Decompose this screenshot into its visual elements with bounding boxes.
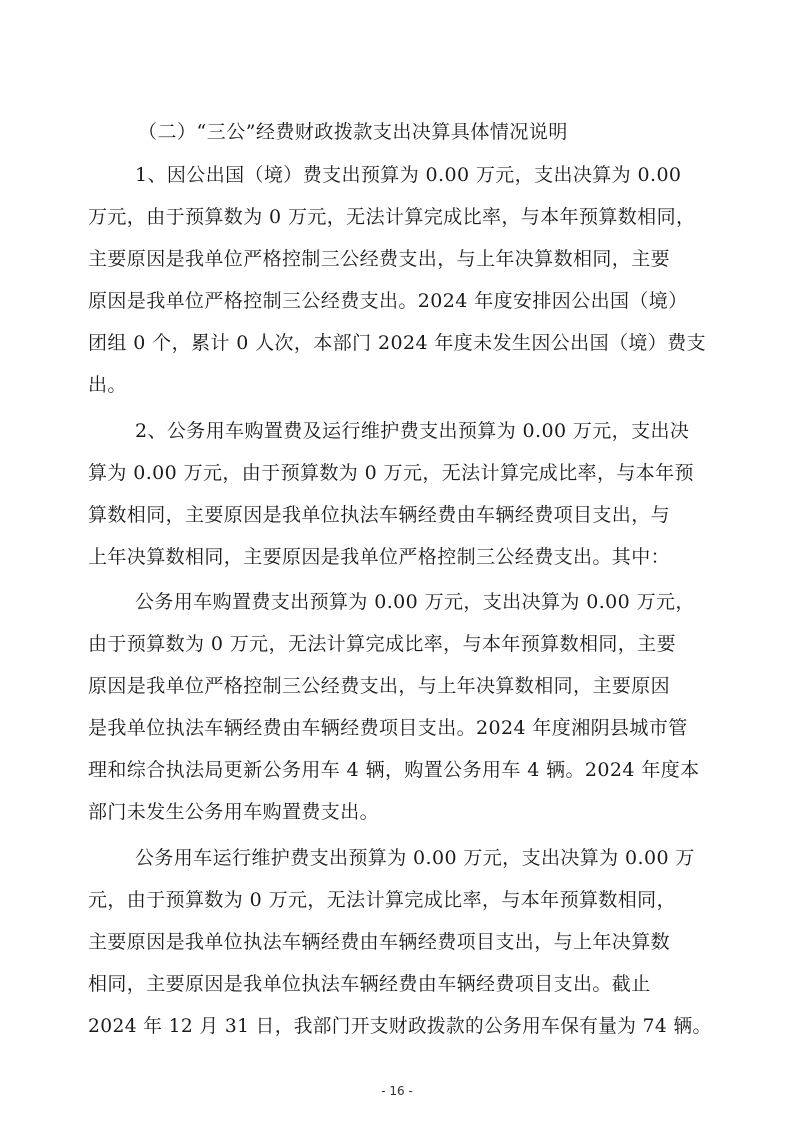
paragraph-4-line-4: 相同，主要原因是我单位执法车辆经费由车辆经费项目支出。截止 [88, 973, 651, 995]
paragraph-4-line-1: 公务用车运行维护费支出预算为 0.00 万元，支出决算为 0.00 万 [135, 847, 695, 869]
paragraph-3-line-1: 公务用车购置费支出预算为 0.00 万元，支出决算为 0.00 万元， [135, 591, 695, 613]
paragraph-2-line-1: 2、公务用车购置费及运行维护费支出预算为 0.00 万元，支出决 [135, 420, 690, 442]
paragraph-1-line-1: 1、因公出国（境）费支出预算为 0.00 万元，支出决算为 0.00 [135, 164, 682, 186]
paragraph-2-line-4: 上年决算数相同，主要原因是我单位严格控制三公经费支出。其中： [88, 546, 671, 568]
paragraph-1-line-2: 万元，由于预算数为 0 万元，无法计算完成比率，与本年预算数相同， [88, 206, 696, 228]
paragraph-3-line-3: 原因是我单位严格控制三公经费支出，与上年决算数相同，主要原因 [88, 675, 671, 697]
paragraph-3-line-4: 是我单位执法车辆经费由车辆经费项目支出。2024 年度湘阴县城市管 [88, 717, 688, 739]
page-number: - 16 - [381, 1084, 413, 1098]
paragraph-1-line-5: 团组 0 个，累计 0 人次，本部门 2024 年度未发生因公出国（境）费支 [88, 332, 706, 354]
paragraph-1-line-4: 原因是我单位严格控制三公经费支出。2024 年度安排因公出国（境） [88, 290, 688, 312]
paragraph-1-line-3: 主要原因是我单位严格控制三公经费支出，与上年决算数相同，主要 [88, 248, 671, 270]
paragraph-1-line-6: 出。 [88, 374, 127, 396]
paragraph-3-line-5: 理和综合执法局更新公务用车 4 辆，购置公务用车 4 辆。2024 年度本 [88, 759, 700, 781]
paragraph-4-line-3: 主要原因是我单位执法车辆经费由车辆经费项目支出，与上年决算数 [88, 931, 671, 953]
paragraph-3-line-6: 部门未发生公务用车购置费支出。 [88, 801, 380, 823]
paragraph-4-line-2: 元，由于预算数为 0 万元，无法计算完成比率，与本年预算数相同， [88, 889, 676, 911]
paragraph-4-line-5: 2024 年 12 月 31 日，我部门开支财政拨款的公务用车保有量为 74 辆。 [88, 1015, 712, 1037]
paragraph-3-line-2: 由于预算数为 0 万元，无法计算完成比率，与本年预算数相同，主要 [88, 633, 676, 655]
section-heading: （二）“三公”经费财政拨款支出决算具体情况说明 [138, 121, 568, 143]
paragraph-2-line-3: 算数相同，主要原因是我单位执法车辆经费由车辆经费项目支出，与 [88, 504, 671, 526]
paragraph-2-line-2: 算为 0.00 万元，由于预算数为 0 万元，无法计算完成比率，与本年预 [88, 462, 694, 484]
